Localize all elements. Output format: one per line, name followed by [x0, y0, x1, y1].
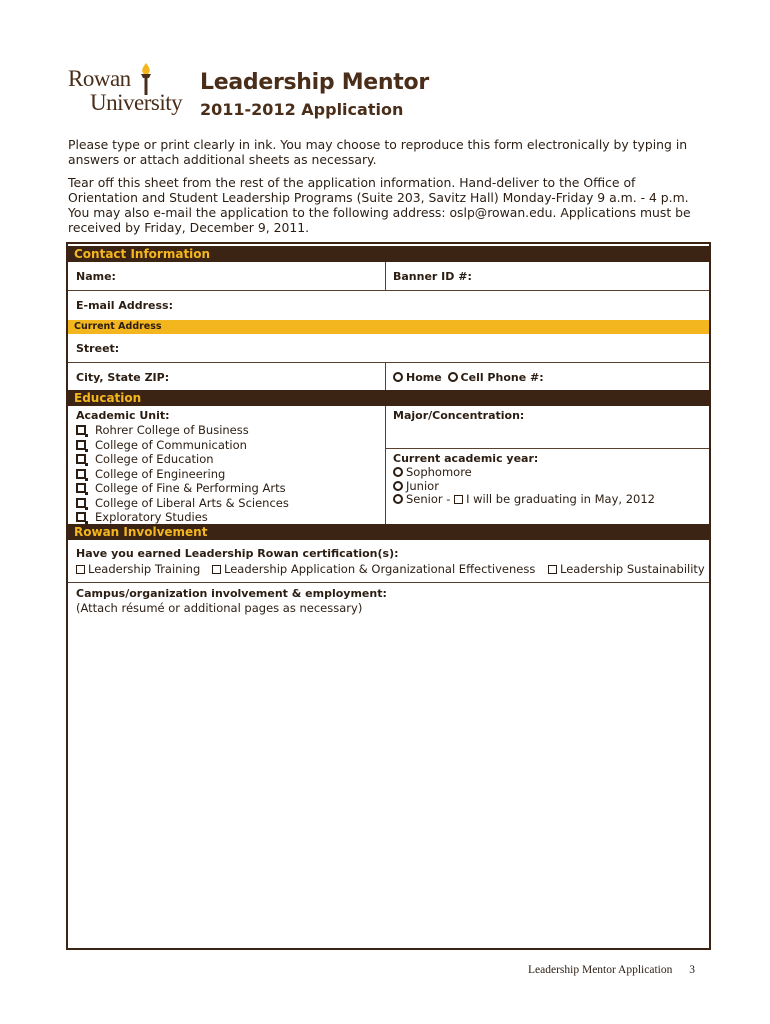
- application-form: [66, 242, 711, 950]
- checkbox-icon[interactable]: [548, 565, 557, 574]
- checkbox-icon[interactable]: [76, 469, 86, 479]
- checkbox-icon[interactable]: [76, 440, 86, 450]
- checkbox-icon[interactable]: [76, 425, 86, 435]
- major-label: Major/Concentration:: [393, 409, 525, 422]
- year-option-sophomore[interactable]: Sophomore: [393, 465, 472, 479]
- academic-unit-option[interactable]: College of Fine & Performing Arts: [76, 481, 286, 495]
- academic-unit-option[interactable]: Exploratory Studies: [76, 510, 208, 524]
- cell-phone-label: Cell Phone #:: [460, 371, 544, 384]
- graduating-label: I will be graduating in May, 2012: [466, 492, 655, 506]
- divider: [385, 262, 386, 290]
- intro-paragraph-2: Tear off this sheet from the rest of the application information. Hand-deliver to the Office of Orientation and Student Leadership Programs (Suite 203, Savitz Hall) Monday-Friday 9 a.m. - 4 p.m. You may also e-mail the application to the following address: oslp@rowan.edu. Applications must be received by Friday, December 9, 2011.: [68, 175, 691, 235]
- phone-options: [393, 371, 544, 384]
- email-label: E-mail Address:: [76, 299, 173, 312]
- academic-unit-option[interactable]: College of Engineering: [76, 467, 225, 481]
- cell-phone-radio[interactable]: [448, 372, 458, 382]
- divider: [68, 362, 709, 363]
- home-phone-label: Home: [406, 371, 442, 384]
- checkbox-icon[interactable]: [76, 454, 86, 464]
- campus-involvement-label: Campus/organization involvement & employment:: [76, 587, 387, 600]
- home-phone-radio[interactable]: [393, 372, 403, 382]
- footer-title: Leadership Mentor Application: [528, 964, 673, 976]
- graduating-checkbox[interactable]: [454, 495, 463, 504]
- checkbox-icon[interactable]: [76, 565, 85, 574]
- academic-year-label: Current academic year:: [393, 452, 539, 465]
- education-section-header: Education: [68, 390, 709, 406]
- campus-involvement-note: (Attach résumé or additional pages as necessary): [76, 601, 363, 615]
- street-label: Street:: [76, 342, 120, 355]
- page-footer: [528, 964, 695, 976]
- banner-id-label: Banner ID #:: [393, 270, 472, 283]
- radio-icon[interactable]: [393, 467, 403, 477]
- checkbox-icon[interactable]: [212, 565, 221, 574]
- divider: [385, 406, 386, 524]
- academic-unit-label: Academic Unit:: [76, 409, 170, 422]
- checkbox-icon[interactable]: [76, 483, 86, 493]
- logo-line-1: Rowan: [68, 66, 131, 91]
- year-option-junior[interactable]: Junior: [393, 479, 439, 493]
- page-subtitle: 2011-2012 Application: [200, 100, 404, 119]
- radio-icon[interactable]: [393, 481, 403, 491]
- divider: [385, 362, 386, 390]
- academic-unit-option[interactable]: College of Education: [76, 452, 214, 466]
- checkbox-icon[interactable]: [76, 498, 86, 508]
- page-title: Leadership Mentor: [200, 70, 429, 95]
- academic-unit-option[interactable]: College of Communication: [76, 438, 247, 452]
- divider: [385, 448, 709, 449]
- academic-unit-option[interactable]: Rohrer College of Business: [76, 423, 249, 437]
- academic-unit-option[interactable]: College of Liberal Arts & Sciences: [76, 496, 289, 510]
- city-state-zip-label: City, State ZIP:: [76, 371, 170, 384]
- intro-paragraph-1: Please type or print clearly in ink. You may choose to reproduce this form electronically by typing in answers or attach additional sheets as necessary.: [68, 137, 688, 167]
- checkbox-icon[interactable]: [76, 512, 86, 522]
- cert-option-application[interactable]: Leadership Application & Organizational Effectiveness: [212, 562, 535, 576]
- divider: [68, 290, 709, 291]
- logo-line-2: University: [90, 90, 183, 115]
- contact-section-header: Contact Information: [68, 246, 709, 262]
- divider: [68, 582, 709, 583]
- page-number: 3: [689, 964, 695, 976]
- cert-option-training[interactable]: Leadership Training: [76, 562, 200, 576]
- name-label: Name:: [76, 270, 116, 283]
- cert-option-sustainability[interactable]: Leadership Sustainability: [548, 562, 705, 576]
- radio-icon[interactable]: [393, 494, 403, 504]
- current-address-header: Current Address: [68, 320, 709, 334]
- involvement-section-header: Rowan Involvement: [68, 524, 709, 540]
- year-option-senior[interactable]: Senior - I will be graduating in May, 2012: [393, 492, 655, 506]
- certification-question: Have you earned Leadership Rowan certification(s):: [76, 547, 399, 560]
- rowan-university-logo: [68, 62, 192, 122]
